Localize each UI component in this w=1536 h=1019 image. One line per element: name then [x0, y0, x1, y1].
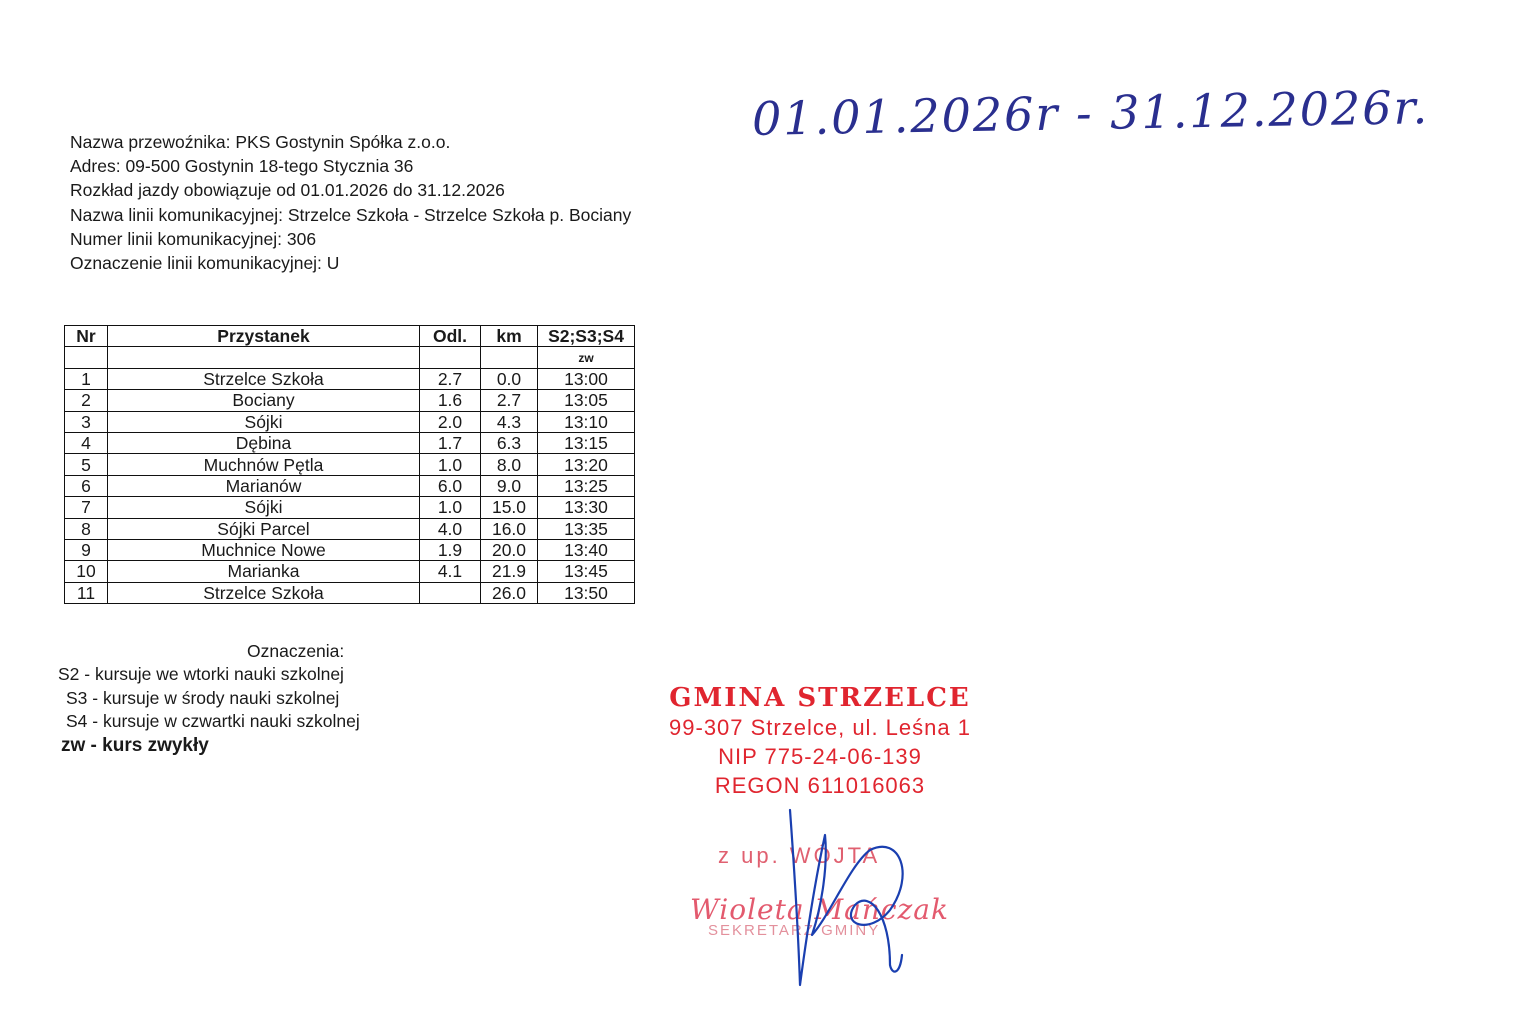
row-departure-time: 13:15 [538, 432, 635, 453]
row-km: 20.0 [481, 539, 538, 560]
row-departure-time: 13:05 [538, 390, 635, 411]
row-departure-time: 13:40 [538, 539, 635, 560]
table-header-row [65, 326, 635, 347]
legend-title: Oznaczenia: [247, 641, 345, 661]
subheader-empty [108, 347, 420, 368]
row-nr: 3 [65, 411, 108, 432]
row-stop-name: Strzelce Szkoła [108, 368, 420, 389]
row-departure-time: 13:30 [538, 497, 635, 518]
table-row [65, 368, 635, 389]
validity-period: Rozkład jazdy obowiązuje od 01.01.2026 do 31.12.2026 [70, 180, 505, 201]
row-stop-name: Sójki [108, 497, 420, 518]
table-row [65, 518, 635, 539]
table-row [65, 561, 635, 582]
row-nr: 1 [65, 368, 108, 389]
row-nr: 4 [65, 432, 108, 453]
row-stop-name: Marianów [108, 475, 420, 496]
row-distance: 1.6 [420, 390, 481, 411]
row-nr: 8 [65, 518, 108, 539]
row-km: 9.0 [481, 475, 538, 496]
row-nr: 6 [65, 475, 108, 496]
timetable-header-info [70, 130, 631, 275]
subheader-empty [65, 347, 108, 368]
row-distance: 2.7 [420, 368, 481, 389]
column-header-nr: Nr [65, 326, 108, 347]
subheader-empty [420, 347, 481, 368]
row-km: 0.0 [481, 368, 538, 389]
row-distance: 1.0 [420, 454, 481, 475]
table-row [65, 390, 635, 411]
subheader-empty [481, 347, 538, 368]
row-distance [420, 582, 481, 603]
legend-zw: zw - kurs zwykły [61, 734, 209, 756]
column-header-stop: Przystanek [108, 326, 420, 347]
line-name: Nazwa linii komunikacyjnej: Strzelce Szkoła - Strzelce Szkoła p. Bociany [70, 204, 632, 225]
row-nr: 5 [65, 454, 108, 475]
legend-s4: S4 - kursuje w czwartki nauki szkolnej [66, 711, 360, 732]
row-km: 26.0 [481, 582, 538, 603]
row-stop-name: Bociany [108, 390, 420, 411]
row-departure-time: 13:00 [538, 368, 635, 389]
stamp-regon: REGON 611016063 [714, 773, 926, 798]
row-departure-time: 13:25 [538, 475, 635, 496]
legend-s3: S3 - kursuje w środy nauki szkolnej [66, 687, 340, 708]
timetable [64, 325, 635, 604]
table-row [65, 475, 635, 496]
row-distance: 1.0 [420, 497, 481, 518]
row-nr: 11 [65, 582, 108, 603]
line-designation: Oznaczenie linii komunikacyjnej: U [70, 253, 340, 274]
table-row [65, 582, 635, 603]
row-departure-time: 13:45 [538, 561, 635, 582]
row-stop-name: Marianka [108, 561, 420, 582]
row-distance: 1.7 [420, 432, 481, 453]
column-header-distance: Odl. [420, 326, 481, 347]
row-stop-name: Strzelce Szkoła [108, 582, 420, 603]
row-departure-time: 13:50 [538, 582, 635, 603]
course-type-zw: zw [538, 347, 635, 368]
table-row [65, 432, 635, 453]
row-km: 16.0 [481, 518, 538, 539]
row-nr: 9 [65, 539, 108, 560]
row-distance: 2.0 [420, 411, 481, 432]
legend [58, 640, 360, 757]
table-row [65, 539, 635, 560]
row-distance: 6.0 [420, 475, 481, 496]
municipality-stamp [630, 683, 1010, 800]
table-row [65, 411, 635, 432]
row-km: 2.7 [481, 390, 538, 411]
signatory-role: SEKRETARZ GMINY [708, 922, 881, 939]
row-km: 6.3 [481, 432, 538, 453]
row-stop-name: Muchnice Nowe [108, 539, 420, 560]
line-number: Numer linii komunikacyjnej: 306 [70, 228, 317, 249]
row-distance: 4.1 [420, 561, 481, 582]
row-km: 15.0 [481, 497, 538, 518]
carrier-address: Adres: 09-500 Gostynin 18-tego Stycznia 36 [70, 156, 414, 177]
column-header-km: km [481, 326, 538, 347]
table-row [65, 497, 635, 518]
legend-s2: S2 - kursuje we wtorki nauki szkolnej [58, 664, 344, 685]
timetable-body [65, 368, 635, 603]
table-row [65, 454, 635, 475]
row-departure-time: 13:20 [538, 454, 635, 475]
row-departure-time: 13:10 [538, 411, 635, 432]
stamp-title: GMINA STRZELCE [669, 683, 971, 713]
row-nr: 2 [65, 390, 108, 411]
row-distance: 4.0 [420, 518, 481, 539]
row-stop-name: Sójki [108, 411, 420, 432]
signature-on-behalf: z up. WÓJTA [718, 843, 881, 868]
table-subheader-row [65, 347, 635, 368]
stamp-nip: NIP 775-24-06-139 [718, 744, 922, 769]
row-stop-name: Dębina [108, 432, 420, 453]
row-stop-name: Sójki Parcel [108, 518, 420, 539]
row-nr: 10 [65, 561, 108, 582]
handwritten-validity-date: 01.01.2026r - 31.12.2026r. [751, 80, 1430, 146]
handwritten-signature-icon [770, 805, 920, 995]
row-km: 4.3 [481, 411, 538, 432]
row-departure-time: 13:35 [538, 518, 635, 539]
row-nr: 7 [65, 497, 108, 518]
stamp-address: 99-307 Strzelce, ul. Leśna 1 [669, 715, 971, 740]
column-header-course: S2;S3;S4 [538, 326, 635, 347]
row-stop-name: Muchnów Pętla [108, 454, 420, 475]
row-km: 8.0 [481, 454, 538, 475]
row-km: 21.9 [481, 561, 538, 582]
row-distance: 1.9 [420, 539, 481, 560]
carrier-name: Nazwa przewoźnika: PKS Gostynin Spółka z.o.o. [70, 132, 451, 152]
signatory-name: Wioleta Mańczak [690, 893, 949, 926]
